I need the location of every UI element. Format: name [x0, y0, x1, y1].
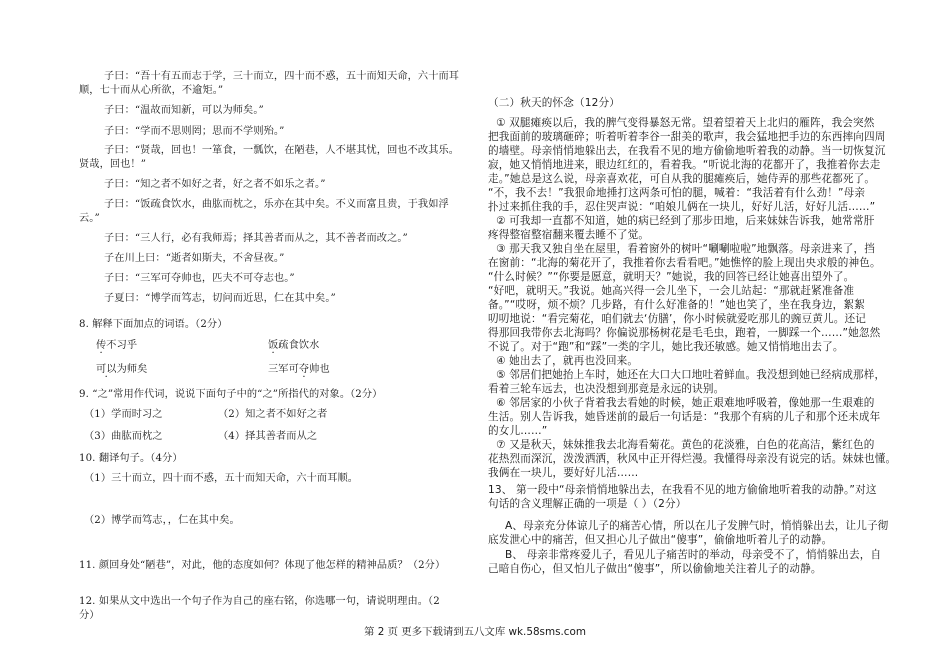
passage-line: 的墙壁。母亲悄悄地躲出去，在我看不见的地方偷偷地听着我的动静。当一切恢复沉 [488, 145, 886, 157]
passage-line: ④ 她出去了，就再也没回来。 [496, 355, 639, 367]
analects-line: 子夏曰：“博学而笃志，切问而近思，仁在其中矣。” [104, 293, 336, 304]
passage-line: ③ 那天我又独自坐在屋里，看着窗外的树叶“唰唰啦啦”地飘落。母亲进来了，挡 [496, 243, 875, 255]
option-b-cont: 己暗自伤心，但又怕儿子做出“傻事”，所以偷偷地关注着儿子的动静。 [488, 563, 822, 575]
passage-line: 得那回我带你去北海吗？你偏说那杨树花是毛毛虫，跑着，一脚踩一个……”她忽然 [488, 327, 881, 339]
question-13: 13、 第一段中“母亲悄悄地躲出去，在我看不见的地方偷偷地听着我的动静。”对这 [488, 484, 877, 496]
q8-item-4: 三军可夺帅也 [268, 364, 330, 375]
q8-item-3: 可以为师矣 [96, 364, 148, 375]
passage-line: 看着三轮车远去，也决没想到那竟是永远的诀别。 [488, 383, 725, 395]
analects-line: 子曰：“温故而知新，可以为师矣。” [104, 105, 264, 116]
passage-line: 走。”她总是这么说，母亲喜欢花，可自从我的腿瘫痪后，她侍弄的那些花都死了。 [488, 173, 876, 185]
analects-line: 子曰：“饭疏食饮水，曲肱而枕之，乐亦在其中矣。不义而富且贵，于我如浮 [104, 199, 449, 210]
passage-line: “好吧，就明天。”我说。她高兴得一会儿坐下，一会儿站起：“那就赶紧准备准 [488, 285, 855, 297]
passage-line: ① 双腿瘫痪以后，我的脾气变得暴怒无常。望着望着天上北归的雁阵，我会突然 [496, 117, 875, 129]
q9-item-1: （1）学而时习之 [84, 409, 163, 420]
passage-line: 扑过来抓住我的手，忍住哭声说：“咱娘儿俩在一块儿，好好儿活，好好儿活……” [488, 201, 876, 213]
q8-item-2: 饭疏食饮水 [268, 340, 320, 351]
passage-line: 疼得整宿整宿翻来覆去睡不了觉。 [488, 229, 650, 241]
option-b: B、 母亲非常疼爱儿子，看见儿子痛苦时的举动，母亲受不了，悄悄躲出去，自 [505, 549, 882, 561]
passage-line: 叨叨地说：“看完菊花，咱们就去‘仿膳’，你小时候就爱吃那儿的豌豆黄儿。还记 [488, 313, 866, 325]
analects-line: 顺，七十而从心所欲，不逾矩。” [79, 85, 224, 96]
analects-line: 子曰：“三人行，必有我师焉；择其善者而从之，其不善者而改之。” [104, 233, 408, 244]
question-9-title: 9. “之”常用作代词，说说下面句子中的“之”所指代的对象。（2分） [79, 389, 383, 400]
q9-item-2: （2）知之者不如好之者 [218, 409, 328, 420]
passage-line: 的女儿……” [488, 425, 548, 437]
analects-line: 子曰：“贤哉，回也！一箪食，一瓢饮，在陋巷，人不堪其忧，回也不改其乐。 [104, 145, 460, 156]
section-title: （二）秋天的怀念（12分） [488, 97, 620, 109]
question-11: 11. 颜回身处“陋巷”，对此，他的态度如何？体现了他怎样的精神品质？（2分） [79, 560, 446, 571]
q10-item-2: （2）博学而笃志，，仁在其中矣。 [84, 515, 240, 526]
passage-line: 我俩在一块儿，要好好儿活…… [488, 467, 639, 479]
question-8-title: 8. 解释下面加点的词语。（2分） [79, 319, 228, 330]
page-footer: 第 2 页 更多下载请到五八文库 wk.58sms.com [364, 626, 586, 638]
analects-line: 子曰：“三军可夺帅也，匹夫不可夺志也。” [104, 273, 295, 284]
passage-line: ⑦ 又是秋天，妹妹推我去北海看菊花。黄色的花淡雅，白色的花高洁，紫红色的 [496, 439, 875, 451]
analects-line: 云。” [79, 213, 100, 224]
question-12-cont: 分） [79, 610, 100, 621]
passage-line: ② 可我却一直都不知道，她的病已经到了那步田地，后来妹妹告诉我，她常常肝 [496, 215, 875, 227]
passage-line: ⑥ 邻居家的小伙子背着我去看她的时候，她正艰难地呼吸着，像她那一生艰难的 [496, 397, 875, 409]
analects-line: 子曰：“知之者不如好之者，好之者不如乐之者。” [104, 179, 326, 190]
passage-line: 把我面前的玻璃砸碎；听着听着李谷一甜美的歌声，我会猛地把手边的东西摔向四周 [488, 131, 886, 143]
q10-item-1: （1）三十而立，四十而不惑，五十而知天命，六十而耳顺。 [84, 473, 359, 484]
passage-line: 寂，她又悄悄地进来，眼边红红的，看着我。“听说北海的花都开了，我推着你去走 [488, 159, 881, 171]
passage-line: “什么时候？”“你要是愿意，就明天？”她说，我的回答已经让她喜出望外了。 [488, 271, 855, 283]
q9-item-4: （4）择其善者而从之 [218, 431, 318, 442]
analects-line: 子曰：“学而不思则罔；思而不学则殆。” [104, 126, 285, 137]
analects-line: 子在川上曰：“逝者如斯夫，不舍昼夜。” [104, 253, 285, 264]
question-12: 12. 如果从文中选出一个句子作为自己的座右铭，你选哪一句，请说明理由。（2 [79, 596, 440, 607]
passage-line: 生活。别人告诉我，她昏迷前的最后一句话是：“我那个有病的儿子和那个还未成年 [488, 411, 881, 423]
q9-item-3: （3）曲肱而枕之 [84, 431, 163, 442]
option-a: A、母亲充分体谅儿子的痛苦心情，所以在儿子发脾气时，悄悄躲出去，让儿子彻 [505, 520, 889, 532]
option-a-cont: 底发泄心中的痛苦，但又担心儿子做出“傻事”，偷偷地听着儿子的动静。 [488, 534, 833, 546]
analects-line: 子曰：“吾十有五而志于学，三十而立，四十而不惑，五十而知天命，六十而耳 [104, 71, 460, 82]
question-13-cont: 句话的含义理解正确的一项是（ ）（2分） [488, 498, 687, 510]
analects-line: 贤哉，回也！” [79, 159, 147, 170]
passage-line: ⑤ 邻居们把她抬上车时，她还在大口大口地吐着鲜血。我没想到她已经病成那样， [496, 369, 886, 381]
question-10-title: 10. 翻译句子。（4分） [79, 453, 183, 464]
passage-line: 花热烈而深沉，泼泼洒洒，秋风中正开得烂漫。我懂得母亲没有说完的话。妹妹也懂。 [488, 453, 897, 465]
passage-line: 不说了。对于“跑”和“踩”一类的字儿，她比我还敏感。她又悄悄地出去了。 [488, 341, 844, 353]
q8-item-1: 传不习乎 [96, 340, 138, 351]
passage-line: 备。”“哎呀，烦不烦？几步路，有什么好准备的！”她也笑了，坐在我身边，絮絮 [488, 299, 865, 311]
passage-line: “不，我不去！”我狠命地捶打这两条可怕的腿，喊着：“我活着有什么劲！”母亲 [488, 187, 866, 199]
passage-line: 在窗前：“北海的菊花开了，我推着你去看看吧。”她憔悴的脸上现出央求般的神色。 [488, 257, 881, 269]
